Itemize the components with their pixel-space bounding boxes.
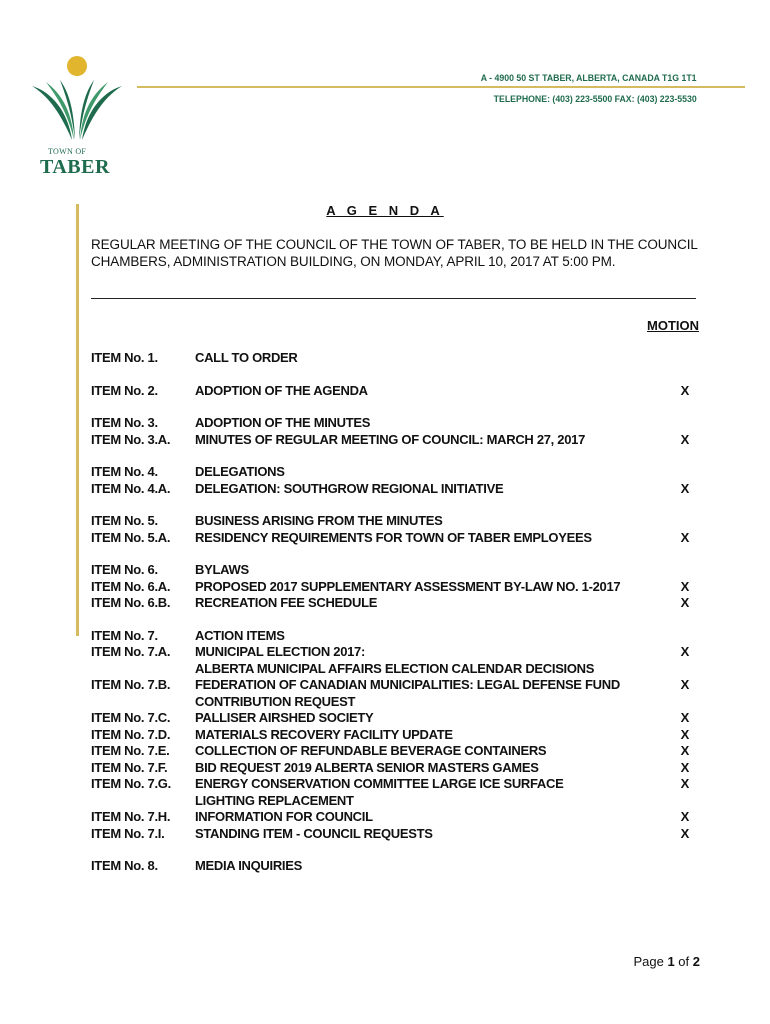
logo-town-of-text: TOWN OF [48, 147, 87, 156]
item-number: ITEM No. 3.A. [91, 431, 171, 447]
agenda-row [91, 809, 701, 826]
item-title: BID REQUEST 2019 ALBERTA SENIOR MASTERS GAMES [195, 759, 539, 775]
item-number: ITEM No. 7.A. [91, 644, 171, 659]
agenda-row [91, 579, 701, 596]
item-number: ITEM No. 5. [91, 513, 158, 528]
motion-mark: X [680, 825, 689, 841]
item-title: ADOPTION OF THE MINUTES [195, 415, 371, 430]
item-number: ITEM No. 7.D. [91, 726, 171, 742]
item-number: ITEM No. 4.A. [91, 480, 171, 496]
motion-header: MOTION [647, 318, 699, 333]
agenda-row [91, 350, 701, 367]
item-title: STANDING ITEM - COUNCIL REQUESTS [195, 825, 433, 841]
town-logo [30, 52, 125, 182]
item-title: RECREATION FEE SCHEDULE [195, 595, 378, 610]
item-number: ITEM No. 7.G. [91, 776, 171, 791]
agenda-row [91, 826, 701, 843]
item-group-2 [91, 383, 701, 400]
item-group-1 [91, 350, 701, 367]
item-title: MUNICIPAL ELECTION 2017: [195, 644, 366, 659]
agenda-row [91, 743, 701, 760]
item-number: ITEM No. 7.F. [91, 759, 168, 775]
motion-mark: X [680, 759, 689, 775]
motion-mark: X [680, 529, 689, 545]
item-title: LIGHTING REPLACEMENT [195, 792, 354, 808]
page-word: Page [633, 954, 664, 969]
item-group-3 [91, 415, 701, 448]
item-number: ITEM No. 7.B. [91, 677, 171, 692]
agenda-row [91, 628, 701, 645]
item-title: FEDERATION OF CANADIAN MUNICIPALITIES: LEGAL DEFENSE FUND [195, 677, 620, 692]
agenda-row [91, 530, 701, 547]
agenda-row [91, 694, 701, 711]
agenda-row [91, 415, 701, 432]
motion-mark: X [680, 809, 689, 824]
motion-mark: X [680, 743, 689, 758]
agenda-item-list [91, 350, 701, 891]
agenda-row [91, 644, 701, 661]
agenda-row [91, 858, 701, 875]
item-title: BUSINESS ARISING FROM THE MINUTES [195, 513, 443, 528]
item-title: MATERIALS RECOVERY FACILITY UPDATE [195, 726, 453, 742]
page-number [633, 954, 700, 969]
item-number: ITEM No. 7.E. [91, 743, 170, 758]
item-title: PALLISER AIRSHED SOCIETY [195, 710, 374, 725]
motion-mark: X [680, 595, 689, 610]
motion-mark: X [680, 677, 689, 692]
item-title: ALBERTA MUNICIPAL AFFAIRS ELECTION CALENDAR DECISIONS [195, 660, 595, 676]
item-number: ITEM No. 2. [91, 382, 158, 398]
item-title: RESIDENCY REQUIREMENTS FOR TOWN OF TABER EMPLOYEES [195, 529, 592, 545]
left-accent-bar [76, 204, 79, 636]
motion-mark: X [680, 578, 689, 594]
item-title: CALL TO ORDER [195, 350, 298, 365]
item-number: ITEM No. 7.I. [91, 825, 165, 841]
agenda-row [91, 383, 701, 400]
item-number: ITEM No. 5.A. [91, 529, 171, 545]
agenda-row [91, 432, 701, 449]
motion-mark: X [680, 480, 689, 496]
item-title: ADOPTION OF THE AGENDA [195, 382, 368, 398]
item-title: CONTRIBUTION REQUEST [195, 693, 356, 709]
motion-mark: X [680, 431, 689, 447]
agenda-row [91, 513, 701, 530]
item-group-6 [91, 562, 701, 612]
item-number: ITEM No. 7.H. [91, 809, 171, 824]
header-address: A - 4900 50 ST TABER, ALBERTA, CANADA T1G 1T1 [481, 73, 697, 84]
agenda-row [91, 562, 701, 579]
agenda-title [0, 203, 770, 218]
agenda-row [91, 760, 701, 777]
agenda-row [91, 727, 701, 744]
agenda-row [91, 481, 701, 498]
agenda-row [91, 677, 701, 694]
item-group-4 [91, 464, 701, 497]
item-title: DELEGATION: SOUTHGROW REGIONAL INITIATIVE [195, 480, 504, 496]
item-group-7 [91, 628, 701, 843]
item-title: INFORMATION FOR COUNCIL [195, 809, 373, 824]
item-number: ITEM No. 7.C. [91, 710, 171, 725]
agenda-row [91, 710, 701, 727]
agenda-title-text: A G E N D A [326, 203, 444, 218]
agenda-row [91, 661, 701, 678]
header-divider [137, 86, 745, 88]
page-total: 2 [692, 954, 700, 969]
motion-mark: X [680, 710, 689, 725]
item-group-8 [91, 858, 701, 875]
agenda-row [91, 464, 701, 481]
item-title: MINUTES OF REGULAR MEETING OF COUNCIL: MARCH 27, 2017 [195, 431, 586, 447]
logo-emblem-icon [30, 52, 125, 152]
item-number: ITEM No. 6.B. [91, 595, 171, 610]
of-word: of [678, 954, 690, 969]
item-number: ITEM No. 3. [91, 415, 158, 430]
motion-mark: X [680, 644, 689, 659]
intro-divider [91, 298, 696, 299]
item-title: BYLAWS [195, 562, 249, 577]
item-title: COLLECTION OF REFUNDABLE BEVERAGE CONTAINERS [195, 743, 547, 758]
motion-mark: X [680, 382, 689, 398]
header-phone: TELEPHONE: (403) 223-5500 FAX: (403) 223-5530 [493, 94, 697, 105]
item-title: MEDIA INQUIRIES [195, 858, 302, 873]
item-number: ITEM No. 8. [91, 858, 158, 873]
item-number: ITEM No. 1. [91, 350, 158, 365]
item-title: PROPOSED 2017 SUPPLEMENTARY ASSESSMENT BY-LAW NO. 1-2017 [195, 578, 621, 594]
item-number: ITEM No. 6.A. [91, 578, 171, 594]
item-title: ENERGY CONSERVATION COMMITTEE LARGE ICE SURFACE [195, 776, 564, 791]
page-current: 1 [667, 954, 675, 969]
agenda-row [91, 793, 701, 810]
logo-taber-text: TABER [40, 156, 110, 178]
agenda-row [91, 595, 701, 612]
meeting-intro: REGULAR MEETING OF THE COUNCIL OF THE TOWN OF TABER, TO BE HELD IN THE COUNCIL CHAMBERS, ADMINISTRATION BUILDING, ON MONDAY, APRIL 10, 2017 AT 5:00 PM. [91, 237, 698, 269]
item-number: ITEM No. 6. [91, 562, 158, 577]
motion-mark: X [680, 776, 689, 791]
item-number: ITEM No. 7. [91, 627, 158, 643]
item-title: DELEGATIONS [195, 464, 285, 479]
motion-mark: X [680, 726, 689, 742]
agenda-row [91, 776, 701, 793]
item-number: ITEM No. 4. [91, 464, 158, 479]
item-title: ACTION ITEMS [195, 627, 285, 643]
item-group-5 [91, 513, 701, 546]
